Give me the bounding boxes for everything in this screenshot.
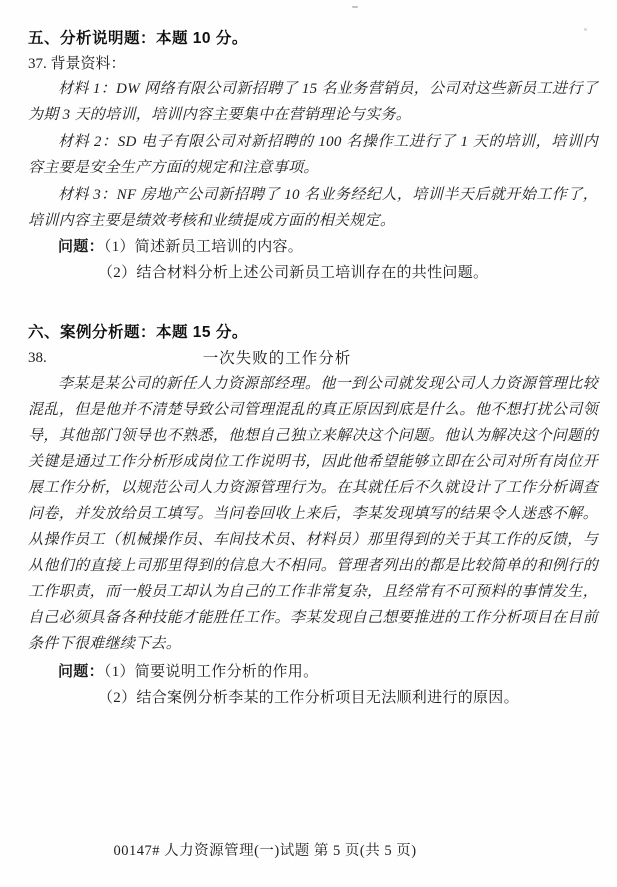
material-1-paragraph: 材料 1：DW 网络有限公司新招聘了 15 名业务营销员，公司对这些新员工进行了为期 3 天的培训，培训内容主要集中在营销理论与实务。 [28,81,598,123]
question-37-heading: 37. 背景资料： [28,55,126,72]
section-six-heading: 六、案例分析题：本题 15 分。 [28,324,248,341]
question-38-part-1 [28,659,598,686]
question-37-part-1 [28,234,598,261]
question-37-part-2: （2）结合材料分析上述公司新员工培训存在的共性问题。 [98,264,489,281]
case-body-paragraph: 李某是某公司的新任人力资源部经理。他一到公司就发现公司人力资源管理比较混乱，但是他并不清楚导致公司管理混乱的真正原因到底是什么。他不想打扰公司领导，其他部门领导也不熟悉，他想自己独立来解决这个问题。他认为解决这个问题的关键是通过工作分析形成岗位工作说明书，因此他希望能够立即在公司对所有岗位开展工作分析，以规范公司人力资源管理行为。在其就任后不久就设计了工作分析调查问卷，并发放给员工填写。当问卷回收上来后，李某发现填写的结果令人迷惑不解。从操作员工（机械操作员、车间技术员、材料员）那里得到的关于其工作的反馈，与从他们的直接上司那里得到的信息大不相同。管理者列出的都是比较简单的和例行的工作职责，而一般员工却认为自己的工作非常复杂，且经常有不可预料的事情发生，自己必须具备各种技能才能胜任工作。李某发现自己想要推进的工作分析项目在目前条件下很难继续下去。 [28,376,598,652]
question-label: 问题： [58,238,104,255]
case-title: 一次失败的工作分析 [202,349,352,367]
question-38-part-1-text: （1）简要说明工作分析的作用。 [103,664,319,680]
case-title-row [28,346,598,372]
page-content [28,26,598,711]
question-38-part-2: （2）结合案例分析李某的工作分析项目无法顺利进行的原因。 [98,689,519,706]
scan-smudge [352,6,358,8]
question-label: 问题： [58,663,104,680]
material-3-paragraph: 材料 3：NF 房地产公司新招聘了 10 名业务经纪人，培训半天后就开始工作了，培训内容主要是绩效考核和业绩提成方面的相关规定。 [28,187,598,229]
material-2-paragraph: 材料 2：SD 电子有限公司对新招聘的 100 名操作工进行了 1 天的培训，培训内容主要是安全生产方面的规定和注意事项。 [28,134,598,176]
question-38-number: 38. [28,349,47,366]
question-37-part-1-text: （1）简述新员工培训的内容。 [103,239,304,255]
section-five-heading: 五、分析说明题：本题 10 分。 [28,30,248,47]
page-footer: 00147# 人力资源管理(一)试题 第 5 页(共 5 页) [113,843,417,859]
